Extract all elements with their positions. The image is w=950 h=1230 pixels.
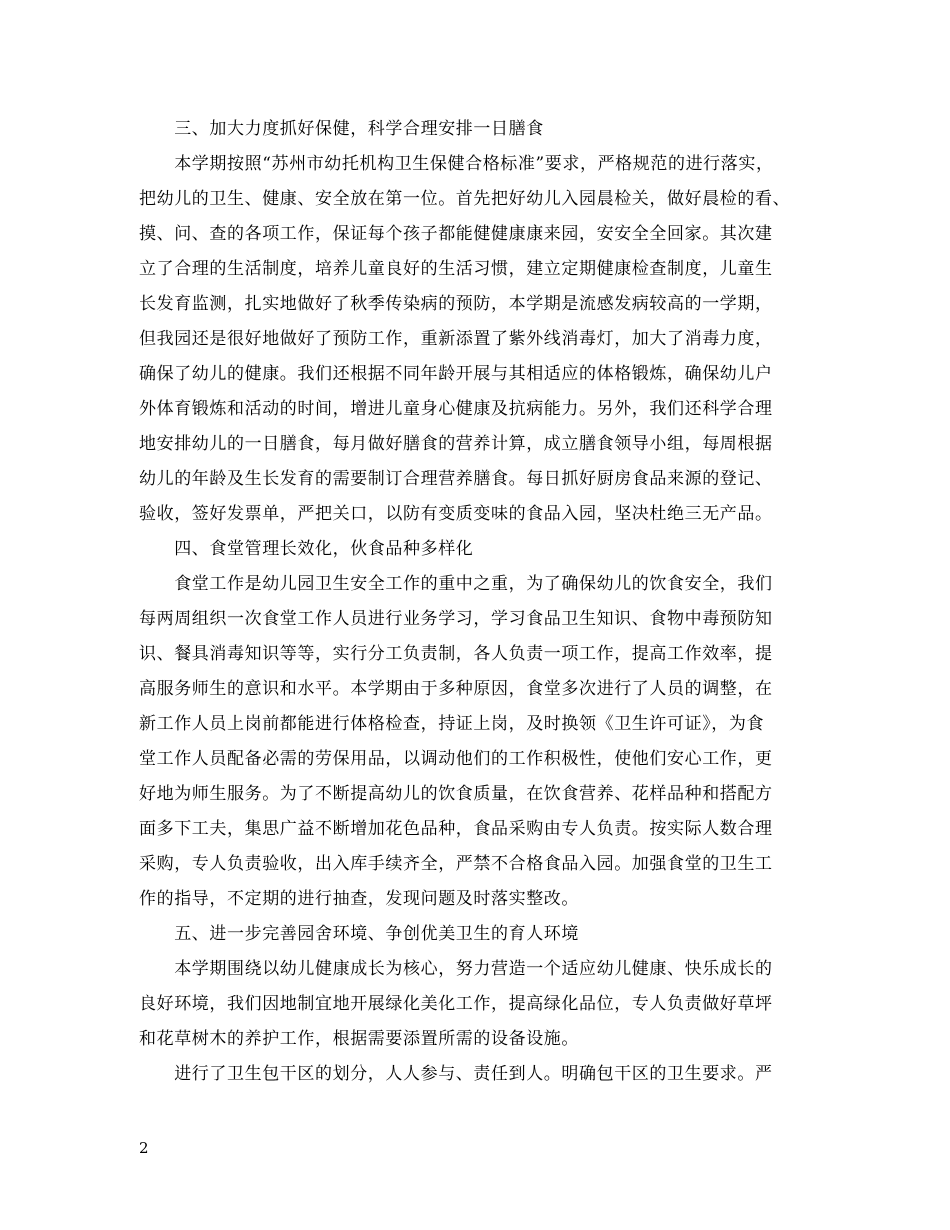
text-line: 进行了卫生包干区的划分，人人参与、责任到人。明确包干区的卫生要求。严 <box>139 1064 773 1084</box>
text-line: 地安排幼儿的一日膳食，每月做好膳食的营养计算，成立膳食领导小组，每周根据 <box>139 434 773 454</box>
text-line: 长发育监测，扎实地做好了秋季传染病的预防，本学期是流感发病较高的一学期， <box>139 294 773 314</box>
text-line: 作的指导，不定期的进行抽查，发现问题及时落实整改。 <box>139 889 579 909</box>
text-line: 和花草树木的养护工作，根据需要添置所需的设备设施。 <box>139 1029 579 1049</box>
text-line: 本学期围绕以幼儿健康成长为核心，努力营造一个适应幼儿健康、快乐成长的 <box>139 959 773 979</box>
text-line: 新工作人员上岗前都能进行体格检查，持证上岗，及时换领《卫生许可证》，为食 <box>139 714 765 734</box>
text-line: 但我园还是很好地做好了预防工作，重新添置了紫外线消毒灯，加大了消毒力度， <box>139 329 773 349</box>
text-line: 外体育锻炼和活动的时间，增进儿童身心健康及抗病能力。另外，我们还科学合理 <box>139 399 773 419</box>
text-line: 采购，专人负责验收，出入库手续齐全，严禁不合格食品入园。加强食堂的卫生工 <box>139 854 773 874</box>
text-line: 识、餐具消毒知识等等，实行分工负责制，各人负责一项工作，提高工作效率，提 <box>139 644 773 664</box>
section-heading: 五、进一步完善园舍环境、争创优美卫生的育人环境 <box>139 924 579 944</box>
text-line: 把幼儿的卫生、健康、安全放在第一位。首先把好幼儿入园晨检关，做好晨检的看、 <box>139 189 791 209</box>
text-line: 每两周组织一次食堂工作人员进行业务学习，学习食品卫生知识、食物中毒预防知 <box>139 609 773 629</box>
text-line: 三、加大力度抓好保健，科学合理安排一日膳食 <box>139 119 544 139</box>
text-line: 本学期按照“苏州市幼托机构卫生保健合格标准”要求，严格规范的进行落实， <box>139 154 774 174</box>
text-line: 幼儿的年龄及生长发育的需要制订合理营养膳食。每日抓好厨房食品来源的登记、 <box>139 469 773 489</box>
text-line: 立了合理的生活制度，培养儿童良好的生活习惯，建立定期健康检查制度，儿童生 <box>139 259 773 279</box>
page-number: 2 <box>139 1139 149 1157</box>
text-line: 好地为师生服务。为了不断提高幼儿的饮食质量，在饮食营养、花样品种和搭配方 <box>139 784 773 804</box>
text-line: 良好环境，我们因地制宜地开展绿化美化工作，提高绿化品位，专人负责做好草坪 <box>139 994 773 1014</box>
text-line: 食堂工作是幼儿园卫生安全工作的重中之重，为了确保幼儿的饮食安全，我们 <box>139 574 773 594</box>
text-line: 验收，签好发票单，严把关口，以防有变质变味的食品入园，坚决杜绝三无产品。 <box>139 504 773 524</box>
text-line: 堂工作人员配备必需的劳保用品，以调动他们的工作积极性，使他们安心工作，更 <box>139 749 773 769</box>
text-line: 面多下工夫，集思广益不断增加花色品种，食品采购由专人负责。按实际人数合理 <box>139 819 773 839</box>
section-heading: 四、食堂管理长效化，伙食品种多样化 <box>139 539 474 559</box>
text-line: 高服务师生的意识和水平。本学期由于多种原因，食堂多次进行了人员的调整，在 <box>139 679 773 699</box>
text-line: 确保了幼儿的健康。我们还根据不同年龄开展与其相适应的体格锻炼，确保幼儿户 <box>139 364 773 384</box>
text-line: 摸、问、查的各项工作，保证每个孩子都能健健康康来园，安安全全回家。其次建 <box>139 224 773 244</box>
